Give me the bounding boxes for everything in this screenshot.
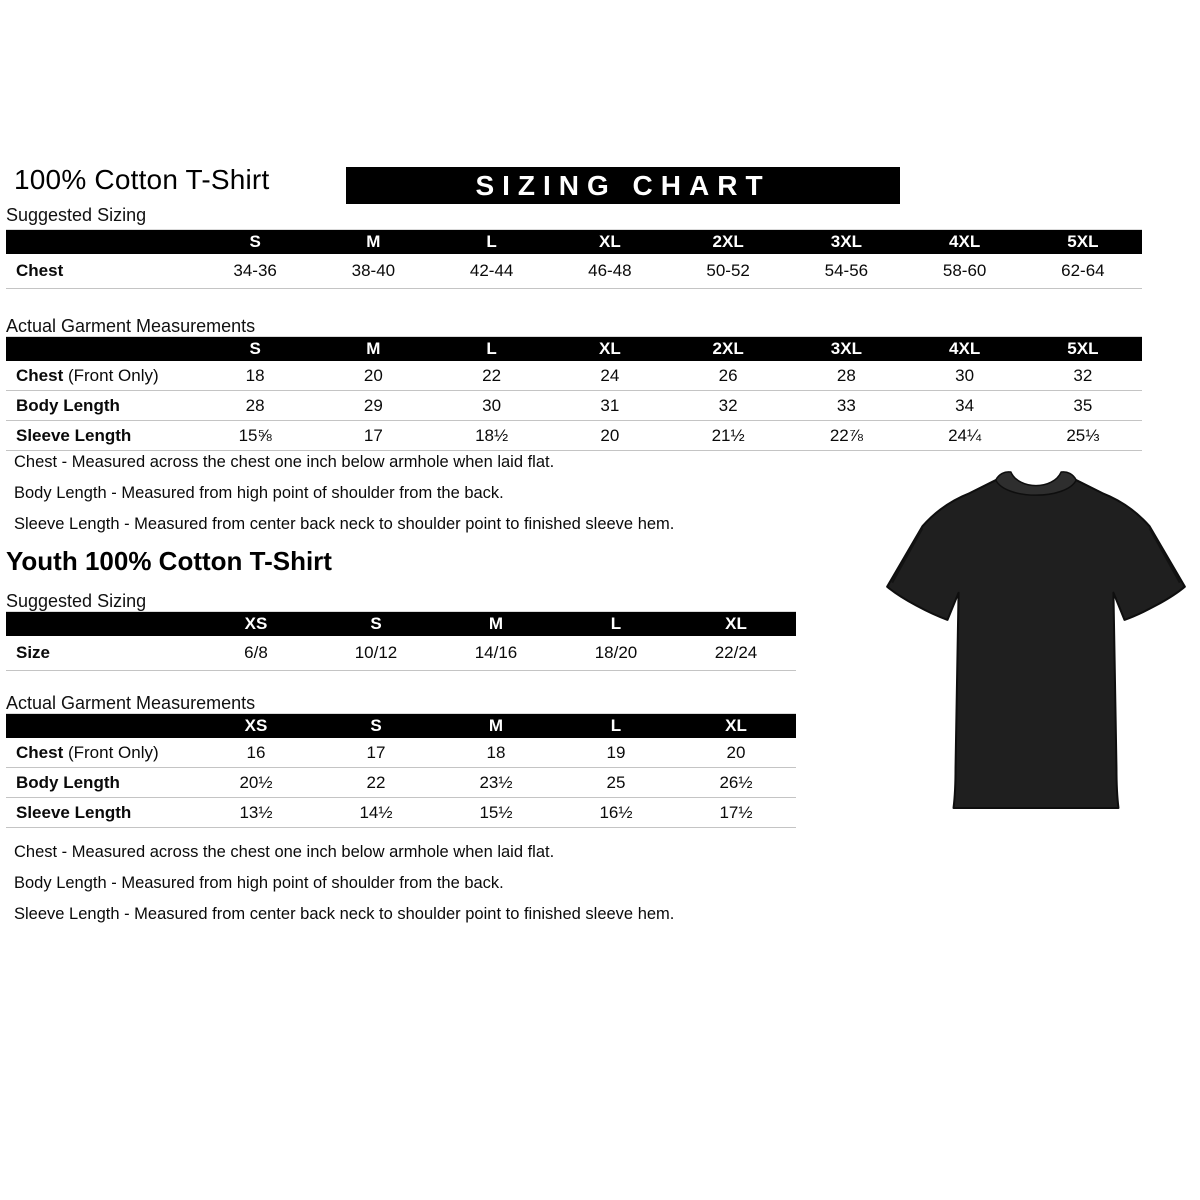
table-cell: 16 — [196, 738, 316, 768]
size-header-4xl: 4XL — [906, 230, 1024, 255]
table-cell: 18½ — [433, 421, 551, 451]
youth-suggested-sizing-label: Suggested Sizing — [6, 591, 147, 611]
table-cell: 30 — [906, 361, 1024, 391]
table-row-sleeve-length — [6, 421, 1142, 451]
youth-suggested-table — [6, 611, 796, 671]
table-cell: 22 — [316, 768, 436, 798]
measurement-note-body-length: Body Length - Measured from high point of shoulder from the back. — [14, 484, 504, 502]
header-corner-cell — [6, 230, 196, 255]
row-label — [6, 361, 196, 391]
table-cell: 21½ — [669, 421, 787, 451]
table-cell: 26½ — [676, 768, 796, 798]
size-header-row — [6, 612, 796, 637]
table-cell: 35 — [1024, 391, 1142, 421]
table-cell: 20 — [551, 421, 669, 451]
size-header-l: L — [433, 230, 551, 255]
measurement-note-sleeve-length: Sleeve Length - Measured from center back neck to shoulder point to finished sleeve hem. — [14, 515, 675, 533]
tshirt-body — [887, 478, 1185, 808]
size-header-3xl: 3XL — [787, 337, 905, 362]
size-header-s: S — [316, 612, 436, 637]
table-cell: 17½ — [676, 798, 796, 828]
table-cell: 32 — [669, 391, 787, 421]
size-header-l: L — [556, 714, 676, 739]
measurement-note-sleeve-length: Sleeve Length - Measured from center back neck to shoulder point to finished sleeve hem. — [14, 905, 675, 923]
table-cell: 20 — [314, 361, 432, 391]
table-cell: 46-48 — [551, 254, 669, 289]
size-header-5xl: 5XL — [1024, 230, 1142, 255]
measurement-note-chest: Chest - Measured across the chest one inch below armhole when laid flat. — [14, 453, 555, 471]
size-header-m: M — [436, 612, 556, 637]
size-header-xl: XL — [676, 714, 796, 739]
row-label — [6, 421, 196, 451]
size-header-xs: XS — [196, 714, 316, 739]
table-row-chest — [6, 738, 796, 768]
size-header-xl: XL — [676, 612, 796, 637]
table-cell: 62-64 — [1024, 254, 1142, 289]
table-cell: 28 — [787, 361, 905, 391]
table-cell: 20½ — [196, 768, 316, 798]
row-label-text: Sleeve Length — [16, 802, 132, 822]
size-header-s: S — [196, 230, 314, 255]
row-label-text: Body Length — [16, 772, 120, 792]
table-cell: 24¼ — [906, 421, 1024, 451]
sizing-chart-banner: SIZING CHART — [346, 167, 900, 204]
youth-actual-table — [6, 713, 796, 828]
table-cell: 10/12 — [316, 636, 436, 671]
size-header-2xl: 2XL — [669, 230, 787, 255]
table-cell: 34-36 — [196, 254, 314, 289]
row-label — [6, 768, 196, 798]
size-header-4xl: 4XL — [906, 337, 1024, 362]
size-header-row — [6, 337, 1142, 362]
size-header-2xl: 2XL — [669, 337, 787, 362]
table-row-chest — [6, 254, 1142, 289]
table-cell: 23½ — [436, 768, 556, 798]
youth-measurement-notes — [14, 842, 834, 935]
table-cell: 34 — [906, 391, 1024, 421]
table-cell: 15½ — [436, 798, 556, 828]
table-cell: 14½ — [316, 798, 436, 828]
row-label-note: (Front Only) — [63, 742, 159, 762]
table-row-body-length — [6, 391, 1142, 421]
table-cell: 30 — [433, 391, 551, 421]
table-cell: 26 — [669, 361, 787, 391]
size-header-xs: XS — [196, 612, 316, 637]
table-cell: 17 — [314, 421, 432, 451]
table-row-size — [6, 636, 796, 671]
table-row-body-length — [6, 768, 796, 798]
row-label — [6, 391, 196, 421]
table-cell: 14/16 — [436, 636, 556, 671]
table-row-sleeve-length — [6, 798, 796, 828]
size-header-5xl: 5XL — [1024, 337, 1142, 362]
table-cell: 22 — [433, 361, 551, 391]
black-tshirt-image — [882, 466, 1190, 816]
row-label-text: Chest — [16, 365, 64, 385]
table-cell: 6/8 — [196, 636, 316, 671]
table-cell: 18 — [436, 738, 556, 768]
row-label-text: Size — [16, 643, 51, 662]
header-corner-cell — [6, 337, 196, 362]
row-label-text: Body Length — [16, 395, 120, 415]
row-label-text: Chest — [16, 742, 64, 762]
adult-suggested-table — [6, 229, 1142, 289]
table-cell: 17 — [316, 738, 436, 768]
table-cell: 31 — [551, 391, 669, 421]
adult-actual-measurements-label: Actual Garment Measurements — [6, 316, 256, 336]
size-header-row — [6, 230, 1142, 255]
row-label — [6, 254, 196, 289]
table-cell: 58-60 — [906, 254, 1024, 289]
table-cell: 25 — [556, 768, 676, 798]
table-cell: 38-40 — [314, 254, 432, 289]
measurement-note-body-length: Body Length - Measured from high point of shoulder from the back. — [14, 874, 504, 892]
table-cell: 32 — [1024, 361, 1142, 391]
row-label — [6, 738, 196, 768]
table-cell: 22⅞ — [787, 421, 905, 451]
table-cell: 28 — [196, 391, 314, 421]
size-header-l: L — [556, 612, 676, 637]
table-cell: 19 — [556, 738, 676, 768]
adult-suggested-sizing-label: Suggested Sizing — [6, 205, 147, 225]
table-row-chest — [6, 361, 1142, 391]
table-cell: 24 — [551, 361, 669, 391]
adult-actual-table — [6, 336, 1142, 451]
table-cell: 22/24 — [676, 636, 796, 671]
size-header-row — [6, 714, 796, 739]
size-header-m: M — [314, 337, 432, 362]
table-cell: 15⅝ — [196, 421, 314, 451]
youth-actual-measurements-label: Actual Garment Measurements — [6, 693, 256, 713]
size-header-3xl: 3XL — [787, 230, 905, 255]
table-cell: 16½ — [556, 798, 676, 828]
page-title: 100% Cotton T-Shirt — [14, 164, 270, 195]
table-cell: 29 — [314, 391, 432, 421]
row-label-note: (Front Only) — [63, 365, 159, 385]
youth-section-title: Youth 100% Cotton T-Shirt — [6, 546, 332, 576]
table-cell: 54-56 — [787, 254, 905, 289]
table-cell: 42-44 — [433, 254, 551, 289]
table-cell: 50-52 — [669, 254, 787, 289]
table-cell: 18 — [196, 361, 314, 391]
header-corner-cell — [6, 612, 196, 637]
table-cell: 33 — [787, 391, 905, 421]
adult-measurement-notes — [14, 452, 834, 545]
header-corner-cell — [6, 714, 196, 739]
row-label — [6, 636, 196, 671]
row-label-text: Chest — [16, 261, 64, 280]
size-header-xl: XL — [551, 230, 669, 255]
size-header-m: M — [436, 714, 556, 739]
table-cell: 13½ — [196, 798, 316, 828]
table-cell: 18/20 — [556, 636, 676, 671]
size-header-s: S — [196, 337, 314, 362]
table-cell: 20 — [676, 738, 796, 768]
size-header-m: M — [314, 230, 432, 255]
size-header-l: L — [433, 337, 551, 362]
measurement-note-chest: Chest - Measured across the chest one inch below armhole when laid flat. — [14, 843, 555, 861]
table-cell: 25⅓ — [1024, 421, 1142, 451]
row-label — [6, 798, 196, 828]
size-header-s: S — [316, 714, 436, 739]
row-label-text: Sleeve Length — [16, 425, 132, 445]
size-header-xl: XL — [551, 337, 669, 362]
